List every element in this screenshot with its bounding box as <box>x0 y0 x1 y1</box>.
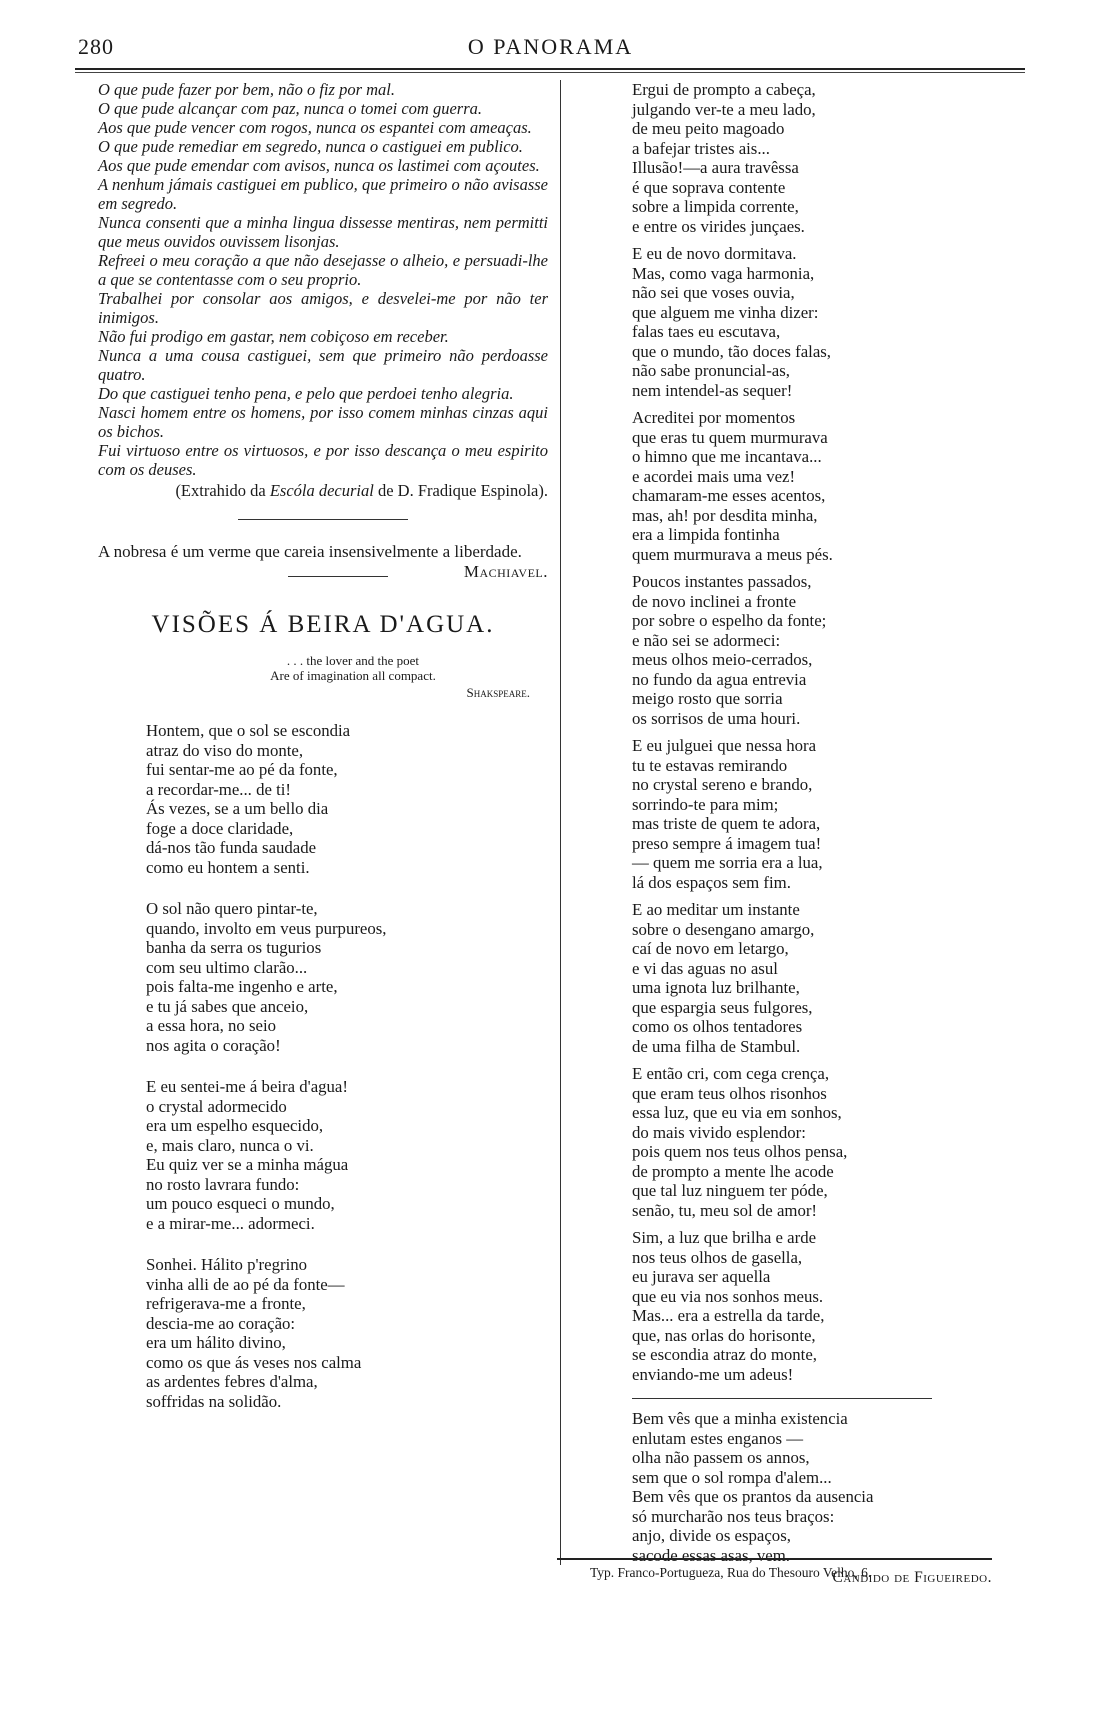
left-column <box>98 80 548 1411</box>
stanza <box>632 1409 992 1565</box>
verse-line: como os que ás veses nos calma <box>146 1352 362 1372</box>
verse-line: mas, ah! por desdita minha, <box>632 505 818 525</box>
stanza <box>632 572 992 728</box>
maxim: Trabalhei por consolar aos amigos, e desvelei-me por não ter inimigos. <box>98 289 548 327</box>
verse-line: sacode essas asas, vem. <box>632 1545 790 1565</box>
verse-line: Acreditei por momentos <box>632 408 796 427</box>
quote-author: Machiavel. <box>463 562 548 581</box>
poem-title: VISÕES Á BEIRA D'AGUA. <box>151 611 495 638</box>
verse-line: Sonhei. Hálito p'regrino <box>146 1255 308 1274</box>
verse-line: que eu via nos sonhos meus. <box>632 1286 824 1306</box>
source-work: Escóla decurial <box>269 481 374 500</box>
verse-line: enlutam estes enganos — <box>632 1428 804 1448</box>
stanza <box>632 900 992 1056</box>
verse-line: e tu já sabes que anceio, <box>146 996 309 1016</box>
stanza <box>146 721 548 877</box>
verse-line: era um hálito divino, <box>146 1333 286 1352</box>
maxim: Fui virtuoso entre os virtuosos, e por isso descança o meu espirito com os deuses. <box>98 441 548 479</box>
quote <box>98 542 548 581</box>
maxim: Não fui prodigo em gastar, nem cobiçoso em receber. <box>98 327 449 346</box>
maxim: Nasci homem entre os homens, por isso comem minhas cinzas aqui os bichos. <box>98 403 548 441</box>
verse-line: dá-nos tão funda saudade <box>146 838 317 857</box>
epigraph-author: Shakspeare. <box>466 685 530 700</box>
verse-line: as ardentes febres d'alma, <box>146 1372 318 1391</box>
verse-line: sobre a limpida corrente, <box>632 197 799 216</box>
verse-line: meigo rosto que sorria <box>632 689 783 708</box>
verse-line: Sim, a luz que brilha e arde <box>632 1228 817 1247</box>
verse-line: E eu julguei que nessa hora <box>632 736 817 755</box>
stanza <box>632 244 992 400</box>
verse-line: sem que o sol rompa d'alem... <box>632 1467 832 1487</box>
maxim: Refreei o meu coração a que não desejasse o alheio, e persuadi-lhe a que se contentasse com o seu proprio. <box>98 251 548 289</box>
epigraph-line: Are of imagination all compact. <box>270 668 436 683</box>
verse-line: sobre o desengano amargo, <box>632 919 815 939</box>
stanza <box>632 1064 992 1220</box>
verse-line: pois falta-me ingenho e arte, <box>146 977 338 996</box>
verse-line: de novo inclinei a fronte <box>632 591 797 611</box>
verse-line: fui sentar-me ao pé da fonte, <box>146 760 338 779</box>
maxims-block <box>98 80 548 479</box>
verse-line: Hontem, que o sol se escondia <box>146 721 351 740</box>
verse-line: com seu ultimo clarão... <box>146 957 308 977</box>
verse-line: que tal luz ninguem ter póde, <box>632 1181 828 1200</box>
verse-line: a bafejar tristes ais... <box>632 138 770 158</box>
verse-line: Eu quiz ver se a minha mágua <box>146 1155 349 1174</box>
stanza-divider <box>632 1398 932 1399</box>
stanza <box>632 80 992 236</box>
header-rule-thin <box>75 72 1025 73</box>
maxim: Aos que pude vencer com rogos, nunca os espantei com ameaças. <box>98 118 532 137</box>
verse-line: o himno que me incantava... <box>632 447 822 466</box>
source-prefix: (Extrahido da <box>175 481 270 500</box>
verse-line: chamaram-me esses acentos, <box>632 486 826 505</box>
footer-rule <box>557 1558 992 1560</box>
verse-line: que o mundo, tão doces falas, <box>632 341 831 361</box>
maxim: O que pude remediar em segredo, nunca o castiguei em publico. <box>98 137 523 156</box>
verse-line: Bem vês que os prantos da ausencia <box>632 1487 874 1506</box>
verse-line: de uma filha de Stambul. <box>632 1036 801 1056</box>
verse-line: O sol não quero pintar-te, <box>146 899 318 918</box>
verse-line: meus olhos meio-cerrados, <box>632 650 813 669</box>
verse-line: nos agita o coração! <box>146 1035 281 1055</box>
stanza <box>146 1077 548 1233</box>
maxim: Nunca consenti que a minha lingua dissesse mentiras, nem permitti que meus ouvidos ouvissem lisonjas. <box>98 213 548 251</box>
verse-line: E eu sentei-me á beira d'agua! <box>146 1077 348 1096</box>
verse-line: banha da serra os tugurios <box>146 938 322 957</box>
verse-line: E ao meditar um instante <box>632 900 800 919</box>
verse-line: um pouco esqueci o mundo, <box>146 1194 335 1213</box>
verse-line: só murcharão nos teus braços: <box>632 1506 835 1526</box>
verse-line: falas taes eu escutava, <box>632 322 781 341</box>
verse-line: se escondia atraz do monte, <box>632 1345 817 1364</box>
verse-line: E então cri, com cega crença, <box>632 1064 830 1083</box>
verse-line: que, nas orlas do horisonte, <box>632 1325 816 1345</box>
maxim: Aos que pude emendar com avisos, nunca os lastimei com açoutes. <box>98 156 540 175</box>
verse-line: caí de novo em letargo, <box>632 939 789 958</box>
section-divider <box>288 576 388 577</box>
verse-line: Mas, como vaga harmonia, <box>632 263 815 283</box>
verse-line: pois quem nos teus olhos pensa, <box>632 1142 848 1161</box>
verse-line: — quem me sorria era a lua, <box>632 853 823 872</box>
verse-line: Bem vês que a minha existencia <box>632 1409 848 1428</box>
verse-line: no rosto lavrara fundo: <box>146 1174 300 1194</box>
verse-line: Mas... era a estrella da tarde, <box>632 1306 825 1325</box>
verse-line: que espargia seus fulgores, <box>632 997 813 1017</box>
verse-line: Ás vezes, se a um bello dia <box>146 799 329 818</box>
verse-line: quem murmurava a meus pés. <box>632 544 833 564</box>
epigraph <box>158 653 548 683</box>
poem-signature: Candido de Figueiredo. <box>832 1569 992 1586</box>
stanza <box>146 899 548 1055</box>
verse-line: atraz do viso do monte, <box>146 740 304 760</box>
stanza <box>146 1255 548 1411</box>
page-number: 280 <box>78 34 114 59</box>
verse-line: enviando-me um adeus! <box>632 1364 794 1384</box>
verse-line: e não sei se adormeci: <box>632 630 781 650</box>
verse-line: no fundo da agua entrevia <box>632 669 807 689</box>
verse-line: nos teus olhos de gasella, <box>632 1247 803 1267</box>
maxim: O que pude alcançar com paz, nunca o tomei com guerra. <box>98 99 483 118</box>
verse-line: e, mais claro, nunca o vi. <box>146 1135 314 1155</box>
verse-line: o crystal adormecido <box>146 1096 287 1116</box>
verse-line: Ergui de prompto a cabeça, <box>632 80 816 99</box>
verse-line: de meu peito magoado <box>632 119 785 138</box>
epigraph-line: . . . the lover and the poet <box>286 653 420 668</box>
stanza <box>632 1228 992 1384</box>
verse-line: vinha alli de ao pé da fonte— <box>146 1274 345 1294</box>
verse-line: quando, involto em veus purpureos, <box>146 918 387 938</box>
right-column <box>632 80 992 1587</box>
verse-line: descia-me ao coração: <box>146 1313 296 1333</box>
verse-line: que eras tu quem murmurava <box>632 427 828 447</box>
verse-line: nem intendel-as sequer! <box>632 380 793 400</box>
verse-line: era a limpida fontinha <box>632 525 780 544</box>
verse-line: por sobre o espelho da fonte; <box>632 611 827 630</box>
verse-line: mas triste de quem te adora, <box>632 814 821 833</box>
verse-line: que eram teus olhos risonhos <box>632 1083 827 1103</box>
verse-line: era um espelho esquecido, <box>146 1116 324 1135</box>
verse-line: julgando ver-te a meu lado, <box>632 99 816 119</box>
maxim: A nenhum jámais castiguei em publico, que primeiro o não avisasse em segredo. <box>98 175 548 213</box>
verse-line: Illusão!—a aura travêssa <box>632 158 799 177</box>
maxim: Do que castiguei tenho pena, e pelo que perdoei tenho alegria. <box>98 384 514 403</box>
verse-line: como os olhos tentadores <box>632 1017 803 1036</box>
verse-line: eu jurava ser aquella <box>632 1267 771 1286</box>
verse-line: e a mirar-me... adormeci. <box>146 1213 315 1233</box>
verse-line: que alguem me vinha dizer: <box>632 302 819 322</box>
verse-line: não sei que voses ouvia, <box>632 283 795 302</box>
verse-line: soffridas na solidão. <box>146 1391 282 1411</box>
verse-line: a essa hora, no seio <box>146 1016 277 1035</box>
verse-line: é que soprava contente <box>632 177 786 197</box>
maxim: O que pude fazer por bem, não o fiz por mal. <box>98 80 395 99</box>
verse-line: do mais vivido esplendor: <box>632 1122 806 1142</box>
verse-line: olha não passem os annos, <box>632 1448 810 1467</box>
printer-imprint: Typ. Franco-Portugueza, Rua do Thesouro Velho, 6. <box>590 1565 872 1580</box>
maxims-source <box>98 481 548 501</box>
verse-line: não sabe pronuncial-as, <box>632 361 790 380</box>
verse-line: a recordar-me... de ti! <box>146 779 292 799</box>
verse-line: uma ignota luz brilhante, <box>632 978 800 997</box>
section-divider <box>238 519 408 520</box>
header-rule <box>75 68 1025 70</box>
verse-line: senão, tu, meu sol de amor! <box>632 1200 818 1220</box>
verse-line: e vi das aguas no asul <box>632 958 778 978</box>
stanza <box>632 408 992 564</box>
verse-line: sorrindo-te para mim; <box>632 794 779 814</box>
verse-line: como eu hontem a senti. <box>146 857 310 877</box>
maxim: Nunca a uma cousa castiguei, sem que primeiro não perdoasse quatro. <box>98 346 548 384</box>
verse-line: lá dos espaços sem fim. <box>632 872 791 892</box>
verse-line: E eu de novo dormitava. <box>632 244 797 263</box>
verse-line: Poucos instantes passados, <box>632 572 812 591</box>
quote-text: A nobresa é um verme que careia insensivelmente a liberdade. <box>98 542 522 561</box>
verse-line: no crystal sereno e brando, <box>632 775 813 794</box>
verse-line: preso sempre á imagem tua! <box>632 833 822 853</box>
verse-line: de prompto a mente lhe acode <box>632 1161 834 1181</box>
journal-title: O PANORAMA <box>467 34 634 59</box>
verse-line: essa luz, que eu via em sonhos, <box>632 1103 842 1122</box>
verse-line: foge a doce claridade, <box>146 818 294 838</box>
stanza <box>632 736 992 892</box>
verse-line: e entre os virides junçaes. <box>632 216 805 236</box>
column-divider <box>560 80 561 1565</box>
verse-line: anjo, divide os espaços, <box>632 1526 791 1545</box>
verse-line: os sorrisos de uma houri. <box>632 708 801 728</box>
source-suffix: de D. Fradique Espinola). <box>373 481 548 500</box>
verse-line: refrigerava-me a fronte, <box>146 1294 306 1313</box>
verse-line: e acordei mais uma vez! <box>632 466 796 486</box>
verse-line: tu te estavas remirando <box>632 755 788 775</box>
